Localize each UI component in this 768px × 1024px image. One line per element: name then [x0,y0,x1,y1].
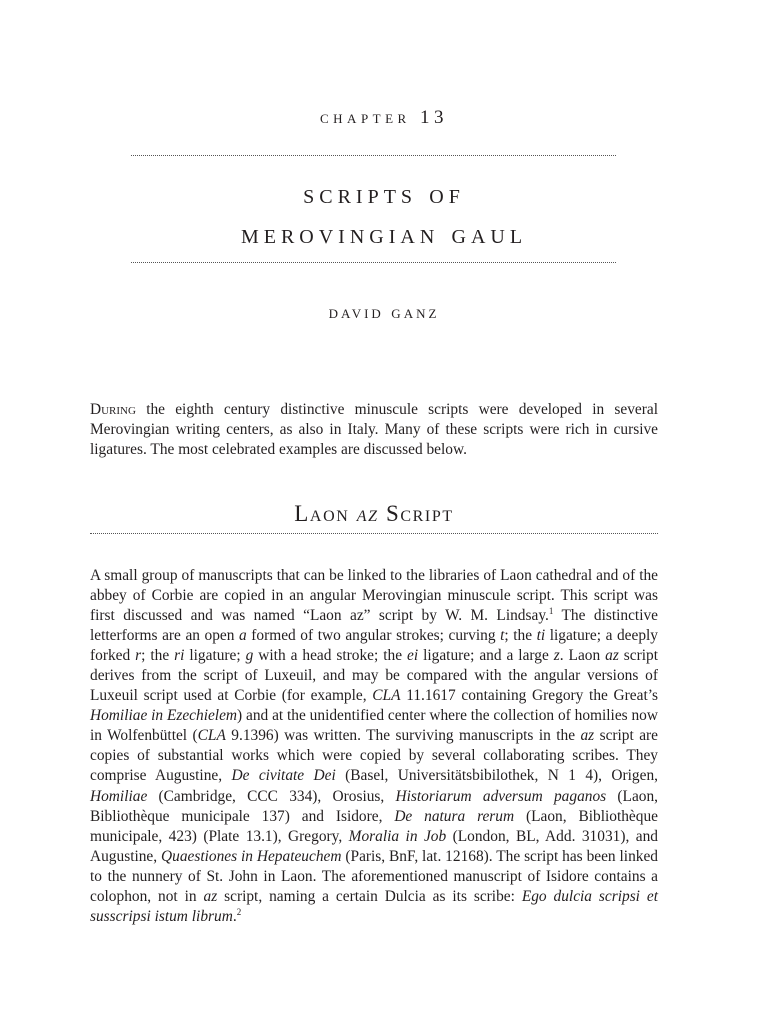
body-text-run: ; the [141,647,175,665]
body-italic-run: Homiliae [90,787,148,805]
body-text-run: ; the [504,627,537,645]
body-italic-run: Moralia in Job [348,827,447,845]
body-text-run: . [232,907,237,925]
chapter-title-line-1: scripts of [303,178,465,210]
body-text-run: . Laon [559,647,606,665]
body-text-run: ligature; a deeply forked [90,627,658,665]
body-italic-run: z [553,647,560,665]
body-italic-run: ei [407,647,419,665]
body-italic-run: az [605,647,619,665]
body-text-run: A small group of manuscripts that can be linked to the libraries of Laon cathedral and of the abbey of Corbie are copied in an angular Merovingian minuscule script. This script was first discussed and was named “Laon az” script by W. M. Lindsay. [90,567,658,625]
body-italic-run: ti [536,627,546,645]
body-italic-run: ri [174,647,185,665]
chapter-label: chapter 13 [320,107,448,128]
body-text-run: (Laon, Bibliothèque municipale, 423) (Plate 13.1), Gregory, [90,807,658,845]
author-name: david ganz [328,302,440,322]
body-text-run: (London, BL, Add. 31031), and Augustine, [90,827,658,865]
dotted-rule-top [131,155,616,156]
chapter-title [0,174,768,254]
body-text-run: script are copies of substantial works which were copied by several collaborating scribes. They comprise Augustine, [90,727,658,785]
body-text-run: 11.1617 containing Gregory the Great’s [400,687,658,705]
body-text-run: (Paris, BnF, lat. 12168). The script has been linked to the nunnery of St. John in Laon. The aforementioned manuscript of Isidore contains a colophon, not in [90,847,658,905]
body-italic-run: Ego dulcia scripsi et susscripsi istum librum [90,887,658,925]
section-heading-part-1: Laon [294,501,357,526]
body-italic-run: CLA [197,727,226,745]
intro-lead-word: During [90,401,136,418]
body-italic-run: a [239,627,247,645]
dotted-rule-bottom [131,262,616,263]
body-italic-run: De natura rerum [394,807,515,825]
body-text-run: with a head stroke; the [253,647,408,665]
body-text-run: script, naming a certain Dulcia as its scribe: [217,887,522,905]
dotted-rule-section [90,533,658,534]
body-text-run: (Laon, Bibliothèque municipale 137) and Isidore, [90,787,659,825]
body-italic-run: az [203,887,218,905]
body-italic-run: De civitate Dei [231,767,336,785]
body-text-run: ligature; and a large [418,647,554,665]
section-heading-italic: az [356,501,379,526]
body-italic-run: g [245,647,254,665]
body-text-run: script derives from the script of Luxeuil, and may be compared with the angular versions of Luxeuil script used at Corbie (for example, [90,647,658,705]
body-text-run: ) and at the unidentified center where the collection of homilies now in Wolfenbüttel ( [90,707,658,745]
body-text-run: (Basel, Universitätsbibilothek, N 1 4), Origen, [335,767,659,785]
section-heading [0,501,748,527]
body-italic-run: Quaestiones in Hepateuchem [161,847,342,865]
body-text-run: (Cambridge, CCC 334), Orosius, [147,787,396,805]
body-text-run: ligature; [184,647,246,665]
intro-text: the eighth century distinctive minuscule scripts were developed in several Merovingian writing centers, as also in Italy. Many of these scripts were rich in cursive ligatures. The most celebrated examples are discussed below. [90,401,658,459]
body-text-run: formed of two angular strokes; curving [246,627,501,645]
body-italic-run: t [500,627,505,645]
intro-paragraph [90,400,658,460]
body-italic-run: CLA [372,687,401,705]
body-italic-run: r [135,647,142,665]
body-italic-run: Homiliae in Ezechielem [90,707,238,725]
body-paragraph [90,566,658,927]
body-italic-run: az [580,727,595,745]
body-text-run: 9.1396) was written. The surviving manuscripts in the [225,727,581,745]
footnote-marker-2[interactable]: 2 [236,906,242,917]
body-text-run: The distinctive letterforms are an open [90,607,659,645]
footnote-marker-1[interactable]: 1 [548,606,554,617]
body-italic-run: Historiarum adversum paganos [395,787,607,805]
chapter-title-line-2: merovingian gaul [240,218,528,250]
section-heading-part-3: Script [378,501,454,526]
